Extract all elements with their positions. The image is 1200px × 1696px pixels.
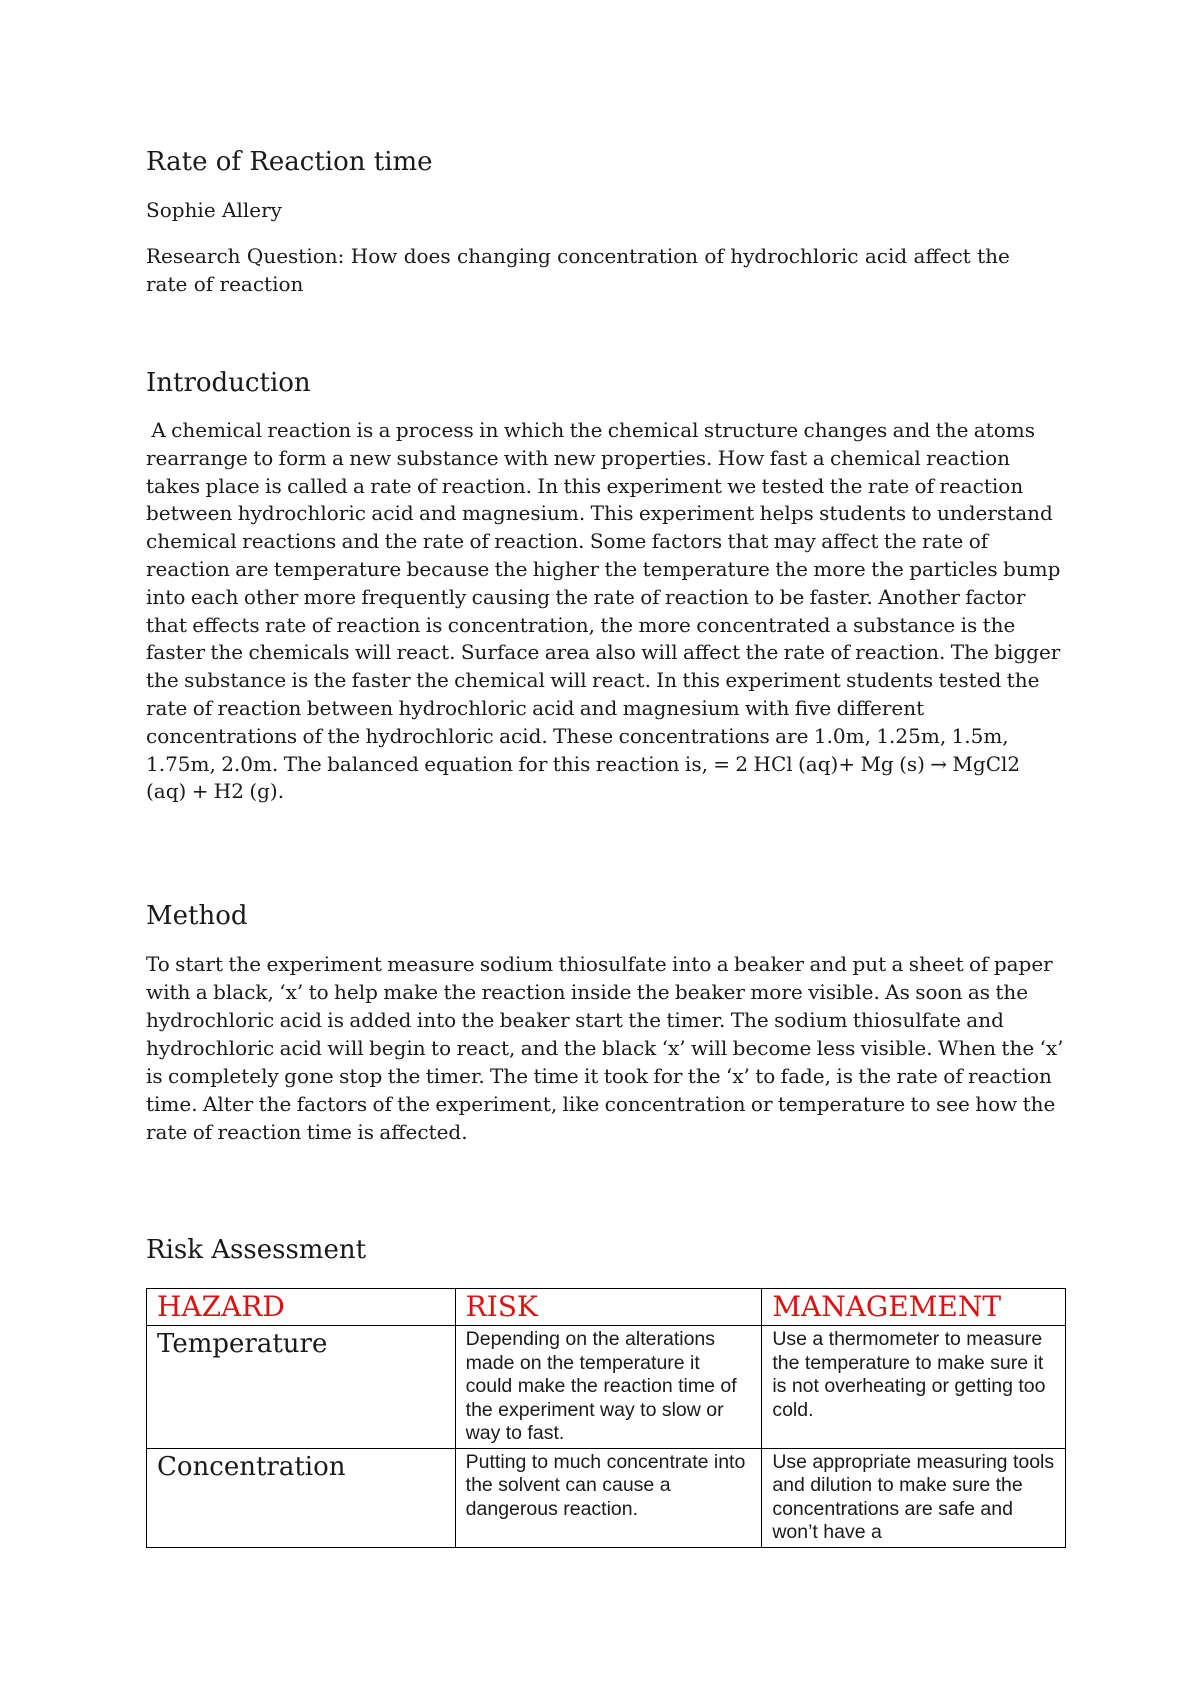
table-row — [147, 1326, 1066, 1449]
document-title: Rate of Reaction time — [146, 147, 433, 177]
hazard-cell: Concentration — [147, 1448, 456, 1547]
risk-assessment-heading: Risk Assessment — [146, 1235, 367, 1265]
header-risk: RISK — [455, 1289, 762, 1326]
hazard-cell: Temperature — [147, 1326, 456, 1449]
research-question: Research Question: How does changing concentration of hydrochloric acid affect the rate of reaction — [146, 244, 1010, 296]
table-header-row — [147, 1289, 1066, 1326]
method-paragraph: To start the experiment measure sodium thiosulfate into a beaker and put a sheet of paper with a black, ‘x’ to help make the reaction inside the beaker more visible. As soon as the hydrochloric acid is added into the beaker start the timer. The sodium thiosulfate and hydrochloric acid will begin to react, and the black ‘x’ will become less visible. When the ‘x’ is completely gone stop the timer. The time it took for the ‘x’ to fade, is the rate of reaction time. Alter the factors of the experiment, like concentration or temperature to see how the rate of reaction time is affected. — [146, 952, 1064, 1144]
risk-assessment-table — [146, 1288, 1066, 1548]
header-management: MANAGEMENT — [762, 1289, 1066, 1326]
method-heading: Method — [146, 901, 248, 931]
author-name: Sophie Allery — [146, 198, 282, 222]
introduction-paragraph: A chemical reaction is a process in which the chemical structure changes and the atoms rearrange to form a new substance with new properties. How fast a chemical reaction takes place is called a rate of reaction. In this experiment we tested the rate of reaction between hydrochloric acid and magnesium. This experiment helps students to understand chemical reactions and the rate of reaction. Some factors that may affect the rate of reaction are temperature because the higher the temperature the more the particles bump into each other more frequently causing the rate of reaction to be faster. Another factor that effects rate of reaction is concentration, the more concentrated a substance is the faster the chemicals will react. Surface area also will affect the rate of reaction. The bigger the substance is the faster the chemical will react. In this experiment students tested the rate of reaction between hydrochloric acid and magnesium with five different concentrations of the hydrochloric acid. These concentrations are 1.0m, 1.25m, 1.5m, 1.75m, 2.0m. The balanced equation for this reaction is, = 2 HCl (aq)+ Mg (s) → MgCl2 (aq) + H2 (g). — [146, 418, 1066, 804]
table-row — [147, 1448, 1066, 1547]
header-hazard: HAZARD — [147, 1289, 456, 1326]
introduction-heading: Introduction — [146, 368, 311, 398]
management-cell: Use a thermometer to measure the temperature to make sure it is not overheating or getting too cold. — [762, 1326, 1066, 1449]
management-cell: Use appropriate measuring tools and dilution to make sure the concentrations are safe and won’t have a — [762, 1448, 1066, 1547]
risk-cell: Depending on the alterations made on the temperature it could make the reaction time of the experiment way to slow or way to fast. — [455, 1326, 762, 1449]
risk-cell: Putting to much concentrate into the solvent can cause a dangerous reaction. — [455, 1448, 762, 1547]
